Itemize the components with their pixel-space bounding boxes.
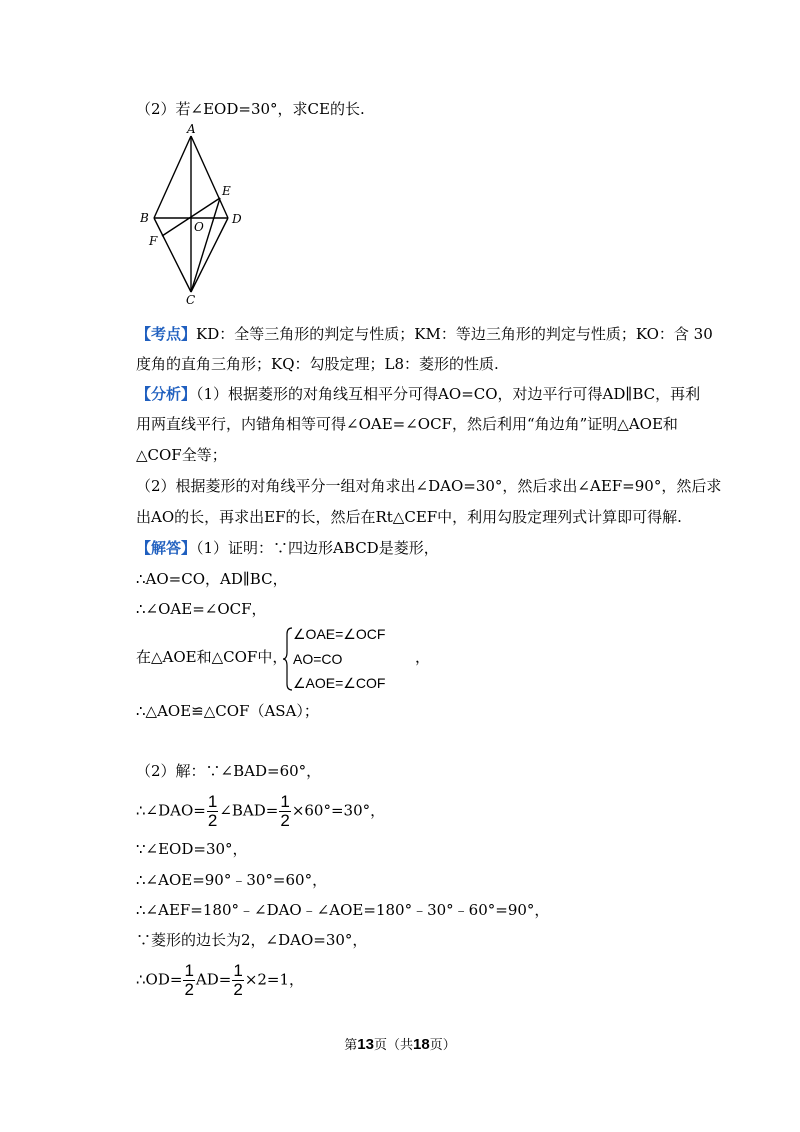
part2-line-4: ∴∠AOE=90°﹣30°=60°， [136,871,328,889]
fenxi-line-2: 用两直线平行，内错角相等可得∠OAE=∠OCF，然后利用“角边角”证明△AOE和 [136,415,678,433]
fraction-half: $\frac{1}{2}$ [207,792,218,830]
part2-line-6: ∵菱形的边长为2，∠DAO=30°， [136,931,368,949]
kaodian-line-1: 【考点】KD：全等三角形的判定与性质；KM：等边三角形的判定与性质；KO：含 30 [136,325,713,343]
page-number: 13 [357,1036,374,1053]
segment-CE [191,198,220,292]
kaodian-tag: 【考点】 [136,325,197,343]
fenxi-line-5: 出AO的长，再求出EF的长，然后在Rt△CEF中，利用勾股定理列式计算即可得解. [136,508,682,526]
question-part2: （2）若∠EOD=30°，求CE的长. [136,100,365,118]
label-O: O [194,220,204,234]
jieda-line-2: ∴AO=CO，AD∥BC， [136,570,288,588]
jieda-line-1: 【解答】（1）证明：∵四边形ABCD是菱形， [136,539,439,557]
fraction-half: $\frac{1}{2}$ [280,792,290,830]
part2-line-1: （2）解：∵∠BAD=60°， [136,762,322,780]
label-A: A [187,122,196,136]
side-AB [154,136,191,218]
jieda-line-3: ∴∠OAE=∠OCF， [136,600,267,618]
jieda-line-4-prefix: 在△AOE和△COF中， [136,648,288,666]
part2-line-2: ∴∠DAO= $\frac{1}{2}$ ∠BAD= $\frac{1}{2}$ ×60°=30°， [136,792,386,830]
part2-line-3: ∵∠EOD=30°， [136,840,248,858]
fenxi-line-3: △COF全等； [136,446,227,464]
kaodian-line-2: 度角的直角三角形；KQ：勾股定理；L8：菱形的性质. [136,355,499,373]
jieda-line-4-suffix: ， [415,648,431,666]
equation-system [283,626,413,692]
label-B: B [140,211,149,225]
part2-line-5: ∴∠AEF=180°﹣∠DAO﹣∠AOE=180°﹣30°﹣60°=90°， [136,901,550,919]
fraction-half: $\frac{1}{2}$ [184,961,194,999]
label-C: C [186,293,196,307]
system-eq-1: ∠OAE=∠OCF [293,626,386,642]
fenxi-tag: 【分析】 [136,385,197,403]
page-footer: 第13页（共18页） [344,1036,456,1053]
system-eq-3: ∠AOE=∠COF [293,675,386,691]
page-total: 18 [413,1036,430,1053]
label-F: F [149,234,158,248]
rhombus-diagram [140,122,250,307]
jieda-tag: 【解答】 [136,539,197,557]
system-eq-2: AO=CO [293,651,343,667]
fenxi-line-4: （2）根据菱形的对角线平分一组对角求出∠DAO=30°，然后求出∠AEF=90°，然后求 [136,477,722,495]
brace-icon [283,626,293,692]
fraction-half: $\frac{1}{2}$ [233,961,243,999]
jieda-line-5: ∴△AOE≌△COF（ASA）； [136,702,319,720]
fenxi-line-1: 【分析】（1）根据菱形的对角线互相平分可得AO=CO，对边平行可得AD∥BC，再利 [136,385,701,403]
part2-line-7: ∴OD= $\frac{1}{2}$ AD= $\frac{1}{2}$ ×2=1， [136,961,305,999]
label-E: E [222,184,231,198]
label-D: D [232,212,242,226]
